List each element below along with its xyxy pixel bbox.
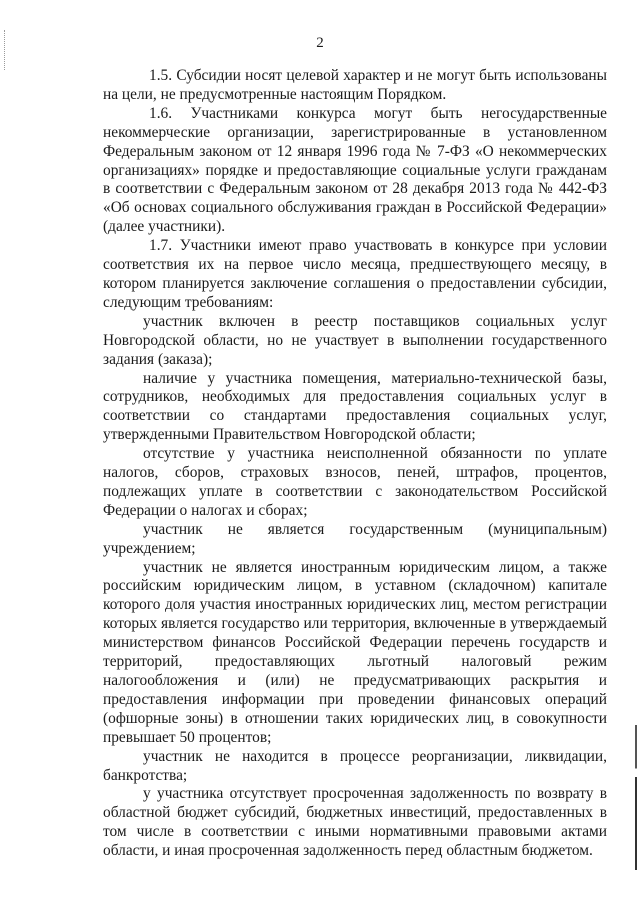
requirement-not-state-institution: участник не является государственным (муниципальным) учреждением;	[103, 520, 607, 557]
requirement-no-reorganization: участник не находится в процессе реорганизации, ликвидации, банкротства;	[103, 747, 607, 784]
requirement-no-tax-debt: отсутствие у участника неисполненной обязанности по уплате налогов, сборов, страховых взносов, пеней, штрафов, процентов, подлежащих уплате в соответствии с законодательством Российской Федерации о налогах и сборах;	[103, 445, 607, 519]
paragraph-1-6: 1.6. Участниками конкурса могут быть негосударственные некоммерческие организации, зарегистрированные в установленном Федеральным законом от 12 января 1996 года № 7-ФЗ «О некоммерческих организациях» порядке и предоставляющие социальные услуги гражданам в соответствии с Федеральным законом от 28 декабря 2013 года № 442-ФЗ «Об основах социального обслуживания граждан в Российской Федерации» (далее участники).	[103, 104, 607, 236]
requirement-registry: участник включен в реестр поставщиков социальных услуг Новгородской области, но не участвует в выполнении государственного задания (заказа);	[103, 312, 607, 368]
requirement-not-foreign-entity: участник не является иностранным юридическим лицом, а также российским юридическим лицом, в уставном (складочном) капитале которого доля участия иностранных юридических лиц, местом регистрации которых является государство или территория, включенные в утверждаемый министерством финансов Российской Федерации перечень государств и территорий, предоставляющих льготный налоговый режим налогообложения и (или) не предусматривающих раскрытия и предоставления информации при проведении финансовых операций (офшорные зоны) в отношении таких юридических лиц, в совокупности превышает 50 процентов;	[103, 558, 607, 746]
page-number: 2	[316, 35, 324, 51]
scan-artifact-right	[635, 725, 637, 870]
requirement-no-overdue-debt: у участника отсутствует просроченная задолженность по возврату в областной бюджет субсидий, бюджетных инвестиций, предоставленных в том числе в соответствии с иными нормативными правовыми актами области, и иная просроченная задолженность перед областным бюджетом.	[103, 785, 607, 860]
requirement-premises: наличие у участника помещения, материально-технической базы, сотрудников, необходимых для предоставления социальных услуг в соответствии со стандартами предоставления социальных услуг, утвержденными Правительством Новгородской области;	[103, 369, 607, 444]
document-body	[103, 67, 607, 861]
paragraph-1-7: 1.7. Участники имеют право участвовать в конкурсе при условии соответствия их на первое число месяца, предшествующего месяцу, в котором планируется заключение соглашения о предоставлении субсидии, следующим требованиям:	[103, 237, 607, 311]
paragraph-1-5: 1.5. Субсидии носят целевой характер и не могут быть использованы на цели, не предусмотренные настоящим Порядком.	[103, 67, 607, 103]
